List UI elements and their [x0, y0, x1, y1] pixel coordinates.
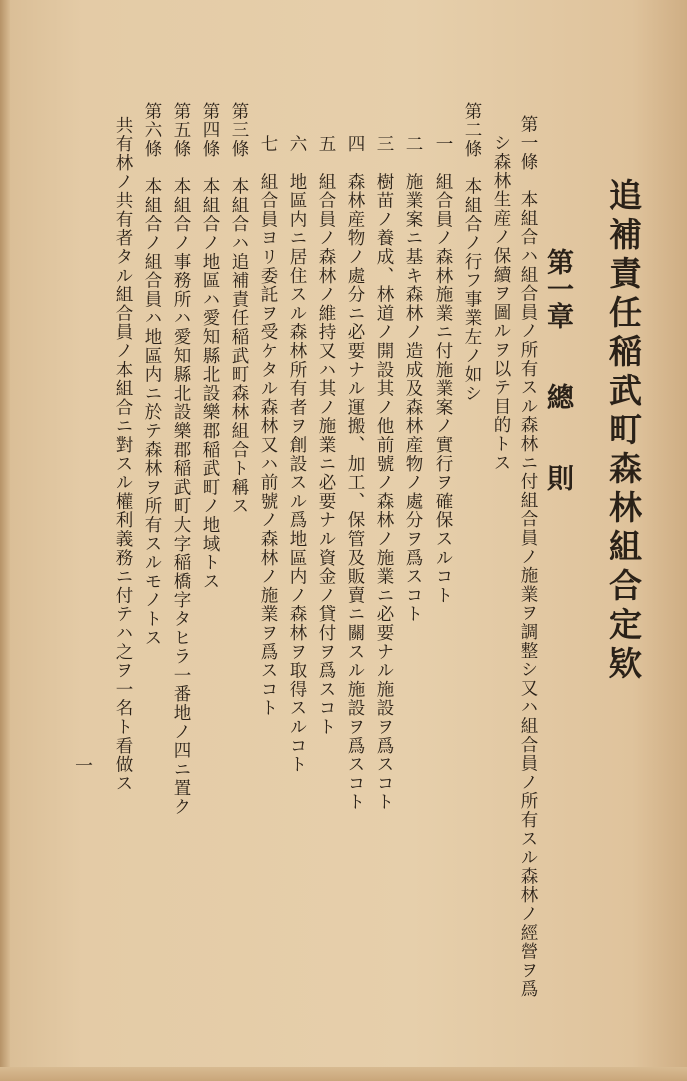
text-line: 五 組合員ノ森林ノ維持又ハ其ノ施業ニ必要ナル資金ノ貸付ヲ爲スコト: [316, 116, 336, 737]
text-line: 第三條 本組合ハ追補責任稲武町森林組合ト稱ス: [229, 102, 249, 516]
text-line: 第二條 本組合ノ行フ事業左ノ如シ: [462, 102, 482, 403]
text-line: 三 樹苗ノ養成、林道ノ開設其ノ他前號ノ森林ノ施業ニ必要ナル施設ヲ爲スコト: [374, 116, 394, 812]
text-line: 第一條 本組合ハ組合員ノ所有スル森林ニ付組合員ノ施業ヲ調整シ又ハ組合員ノ所有スル森林ノ經營ヲ爲: [518, 115, 538, 999]
document-title: 追補責任稲武町森林組合定欵: [604, 178, 643, 685]
chapter-heading: 第一章 總 則: [542, 248, 573, 491]
page-number: 一: [72, 756, 93, 774]
page-left-edge: [0, 0, 10, 1081]
text-line: 第四條 本組合ノ地區ハ愛知縣北設樂郡稲武町ノ地域トス: [200, 102, 220, 591]
text-line: 六 地區内ニ居住スル森林所有者ヲ創設スル爲地區内ノ森林ヲ取得スルコト: [287, 116, 307, 774]
text-line: 共有林ノ共有者タル組合員ノ本組合ニ對スル權利義務ニ付テハ之ヲ一名ト看做ス: [113, 116, 133, 793]
page-bottom-edge: [0, 1067, 687, 1081]
text-line: 第五條 本組合ノ事務所ハ愛知縣北設樂郡稲武町大字稲橋字タヒラ一番地ノ四ニ置ク: [171, 102, 191, 817]
text-line: 四 森林産物ノ處分ニ必要ナル運搬、加工、保管及販賣ニ關スル施設ヲ爲スコト: [345, 116, 365, 812]
text-line: 二 施業案ニ基キ森林ノ造成及森林産物ノ處分ヲ爲スコト: [403, 116, 423, 624]
text-line: 第六條 本組合ノ組合員ハ地區内ニ於テ森林ヲ所有スルモノトス: [142, 102, 162, 648]
text-line: 一 組合員ノ森林施業ニ付施業案ノ實行ヲ確保スルコト: [433, 116, 453, 605]
text-line: シ森林生産ノ保續ヲ圖ルヲ以テ目的トス: [491, 115, 511, 473]
text-line: 七 組合員ヨリ委託ヲ受ケタル森林又ハ前號ノ森林ノ施業ヲ爲スコト: [258, 116, 278, 718]
